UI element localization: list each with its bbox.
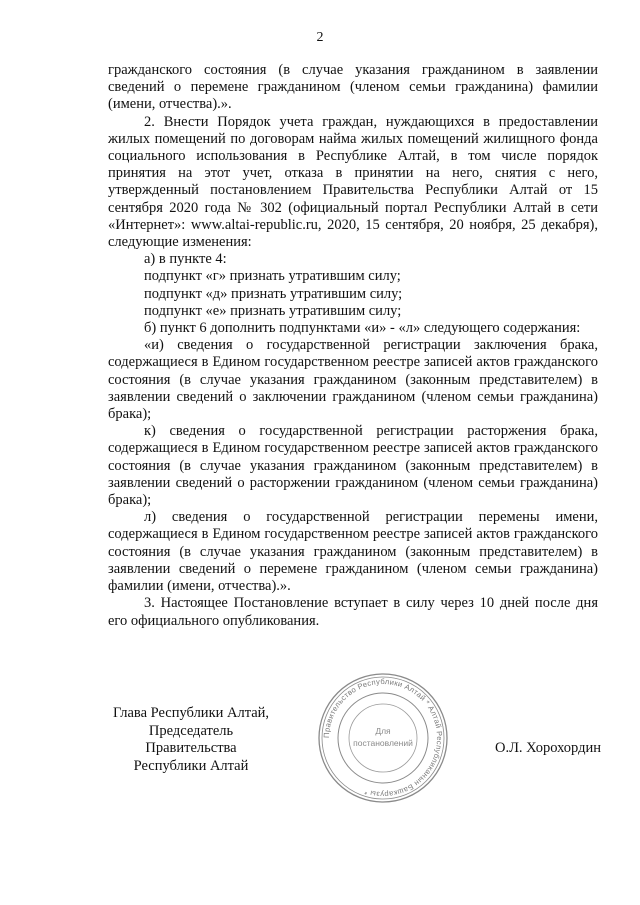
paragraph-3: а) в пункте 4: [144, 251, 227, 268]
signatory-title-line-3: Республики Алтай [133, 757, 249, 774]
paragraph-2: 2. Внести Порядок учета граждан, нуждающихся в предоставлении жилых помещений по договорам найма жилых помещений жилищного фонда социального использования в Республике Алтай, в том числе порядок принятия на этот учет, отказа в принятии на него, снятия с него, утвержденный постановлением Правительства Республики Алтай от 15 сентября 2020 года № 302 (официальный портал Республики Алтай в сети «Интернет»: www.altai-republic.ru, 2020, 15 сентября, 20 ноября, 25 декабря), следующие изменения: [108, 113, 598, 251]
paragraph-1: гражданского состояния (в случае указания гражданином в заявлении сведений о перемене гражданином (членом семьи гражданина) фамилии (имени, отчества).». [108, 62, 598, 113]
page-number: 2 [316, 30, 324, 45]
paragraph-4: подпункт «г» признать утратившим силу; [144, 268, 401, 285]
paragraph-5: подпункт «д» признать утратившим силу; [144, 285, 403, 302]
signatory-name: О.Л. Хорохордин [494, 740, 601, 756]
paragraph-8: «и) сведения о государственной регистрации заключения брака, содержащиеся в Едином государственном реестре записей актов гражданского состояния (в случае указания гражданином (законным представителем) в заявлении сведений о заключении гражданином (членом семьи гражданина) брака); [108, 337, 598, 423]
paragraph-10: л) сведения о государственной регистрации перемены имени, содержащиеся в Едином государственном реестре записей актов гражданского состояния (в случае указания гражданином (законным представителем) в заявлении сведений о перемене гражданином (членом семьи гражданина) фамилии (имени, отчества).». [108, 509, 598, 595]
paragraph-11: 3. Настоящее Постановление вступает в силу через 10 дней после дня его официального опубликования. [108, 595, 598, 629]
official-seal-stamp [317, 672, 449, 804]
paragraph-9: к) сведения о государственной регистрации расторжения брака, содержащиеся в Едином государственном реестре записей актов гражданского состояния (в случае указания гражданином (законным представителем) в заявлении сведений о расторжении гражданином (членом семьи гражданина) брака); [108, 423, 598, 509]
seal-inner-line-2: постановлений [353, 738, 413, 748]
paragraph-6: подпункт «е» признать утратившим силу; [144, 302, 402, 319]
signatory-title-line-2: Председатель Правительства [145, 722, 237, 756]
paragraph-7: б) пункт 6 дополнить подпунктами «и» - «л» следующего содержания: [144, 320, 581, 337]
seal-inner-line-1: Для [375, 726, 391, 736]
document-body [108, 62, 598, 630]
signatory-title-line-1: Глава Республики Алтай, [112, 705, 270, 721]
signatory-title [106, 705, 276, 775]
seal-outer-text: Правительство Республики Алтай * Алтай Республиканын Башкарузы * [321, 676, 445, 800]
